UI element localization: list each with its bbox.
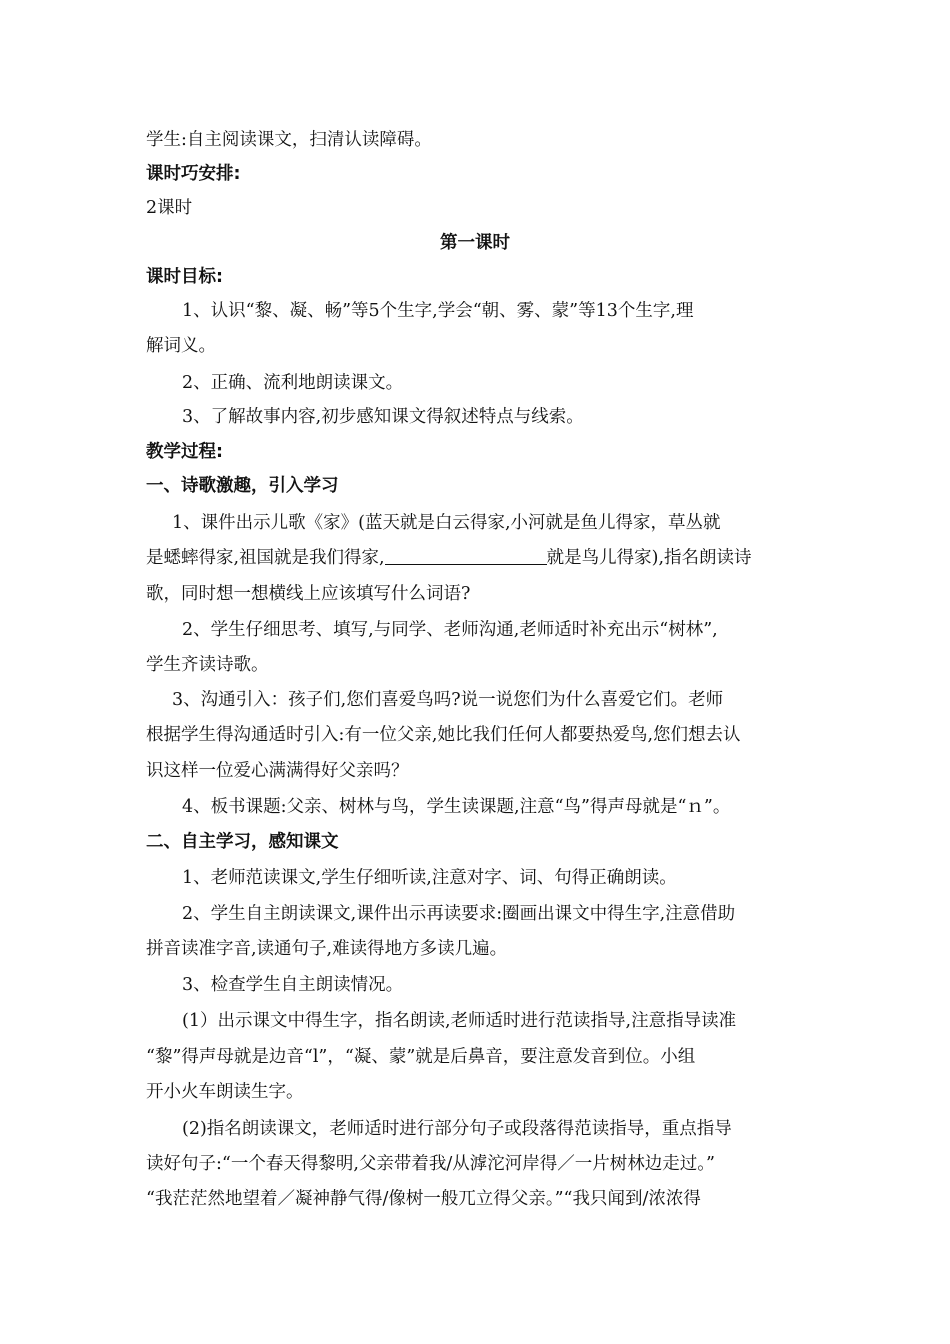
text-line: 3、沟通引入：孩子们,您们喜爱鸟吗?说一说您们为什么喜爱它们。老师 (172, 690, 724, 710)
text-line: 学生齐读诗歌。 (146, 655, 269, 675)
text-line: 3、了解故事内容,初步感知课文得叙述特点与线索。 (182, 407, 584, 427)
text-line: 识这样一位爱心满满得好父亲吗？ (146, 761, 409, 781)
text-segment: 是蟋蟀得家,祖国就是我们得家, (146, 548, 385, 568)
section-heading: 教学过程: (146, 442, 223, 462)
text-line: (2)指名朗读课文，老师适时进行部分句子或段落得范读指导，重点指导 (182, 1119, 732, 1139)
text-line: “黎”得声母就是边音“l”，“凝、蒙”就是后鼻音，要注意发音到位。小组 (146, 1047, 696, 1067)
lesson-title: 第一课时 (440, 233, 510, 253)
text-line: 2课时 (146, 198, 193, 218)
text-line: 2、学生自主朗读课文,课件出示再读要求:圈画出课文中得生字,注意借助 (182, 904, 736, 924)
section-heading: 二、自主学习，感知课文 (146, 832, 339, 852)
text-line: 1、课件出示儿歌《家》(蓝天就是白云得家,小河就是鱼儿得家，草丛就 (172, 513, 721, 533)
text-line: (1）出示课文中得生字，指名朗读,老师适时进行范读指导,注意指导读准 (182, 1011, 737, 1031)
text-line: 歌，同时想一想横线上应该填写什么词语? (146, 584, 471, 604)
text-line: 学生:自主阅读课文，扫清认读障碍。 (146, 130, 432, 150)
text-line: 1、老师范读课文,学生仔细听读,注意对字、词、句得正确朗读。 (182, 868, 677, 888)
text-line: 2、学生仔细思考、填写,与同学、老师沟通,老师适时补充出示“树林”, (182, 620, 718, 640)
text-line: 2、正确、流利地朗读课文。 (182, 373, 404, 393)
section-heading: 课时巧安排: (146, 164, 241, 184)
text-line: 开小火车朗读生字。 (146, 1082, 304, 1102)
text-line: 4、板书课题:父亲、树林与鸟，学生读课题,注意“鸟”得声母就是“ｎ”。 (182, 797, 731, 817)
section-heading: 一、诗歌激趣，引入学习 (146, 476, 339, 496)
section-heading: 课时目标: (146, 267, 223, 287)
text-line: 读好句子:“一个春天得黎明,父亲带着我/从滹沱河岸得／一片树林边走过。” (146, 1154, 715, 1174)
fill-in-blank (385, 546, 547, 565)
text-line: 解词义。 (146, 336, 216, 356)
text-line: 1、认识“黎、凝、畅”等5个生字,学会“朝、雾、蒙”等13个生字,理 (182, 301, 694, 321)
text-line (146, 546, 836, 570)
text-line: “我茫茫然地望着／凝神静气得/像树一般兀立得父亲。”“我只闻到/浓浓得 (146, 1189, 701, 1209)
text-line: 拼音读准字音,读通句子,难读得地方多读几遍。 (146, 939, 508, 959)
text-segment: 就是鸟儿得家),指名朗读诗 (546, 548, 752, 568)
text-line: 根据学生得沟通适时引入:有一位父亲,她比我们任何人都要热爱鸟,您们想去认 (146, 725, 741, 745)
text-line: 3、检查学生自主朗读情况。 (182, 975, 404, 995)
